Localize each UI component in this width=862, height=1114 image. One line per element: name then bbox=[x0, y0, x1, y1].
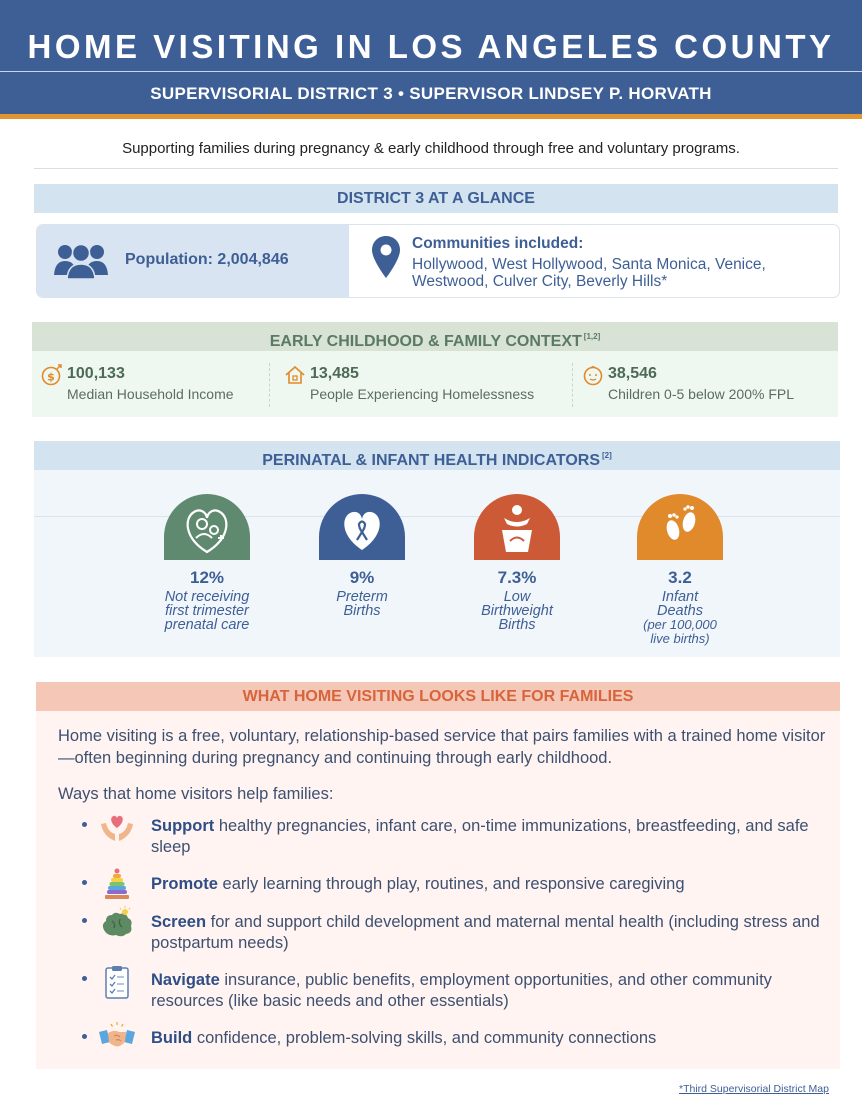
indicator-badge bbox=[474, 494, 560, 560]
bullet bbox=[82, 1034, 87, 1039]
glance-heading: DISTRICT 3 AT A GLANCE bbox=[34, 184, 838, 213]
money-icon bbox=[41, 364, 63, 391]
context-panel: $ 100,133 Median Household Income 13,485 People Experiencing Homelessness 38,546 Children 0-5 below 200% FPL bbox=[32, 351, 838, 417]
indicator-badge bbox=[164, 494, 250, 560]
indicator-value: 9% bbox=[349, 568, 375, 587]
indicator-infant-deaths bbox=[610, 494, 750, 646]
hands-heart-icon bbox=[98, 810, 136, 849]
home-visiting-heading: WHAT HOME VISITING LOOKS LIKE FOR FAMILIES bbox=[36, 682, 840, 711]
glance-panel bbox=[36, 224, 840, 298]
indicator-label: Infant Deaths (per 100,000 live births) bbox=[643, 589, 717, 646]
tagline-divider bbox=[34, 168, 838, 169]
stacking-rings-icon bbox=[98, 868, 136, 907]
indicator-badge bbox=[319, 494, 405, 560]
bullet bbox=[82, 880, 87, 885]
context-heading: EARLY CHILDHOOD & FAMILY CONTEXT [1,2] bbox=[32, 322, 838, 351]
perinatal-heading: PERINATAL & INFANT HEALTH INDICATORS [2] bbox=[34, 441, 840, 470]
indicator-label: Not receiving first trimester prenatal care bbox=[164, 589, 250, 633]
header-accent-bar bbox=[0, 114, 862, 119]
baby-icon bbox=[582, 364, 604, 391]
house-icon bbox=[284, 364, 306, 391]
svg-text:$: $ bbox=[47, 370, 55, 384]
list-item-text: Screen for and support child development and maternal mental health (including stress and postpartum needs) bbox=[151, 913, 820, 952]
bullet bbox=[82, 822, 87, 827]
indicator-prenatal-care bbox=[137, 494, 277, 632]
baby-scale-icon bbox=[474, 494, 560, 560]
header-banner bbox=[0, 0, 862, 118]
ways-label: Ways that home visitors help families: bbox=[58, 785, 334, 803]
baby-feet-icon bbox=[637, 494, 723, 560]
list-item-text: Navigate insurance, public benefits, employment opportunities, and other community resources (like basic needs and other essentials) bbox=[151, 971, 772, 1010]
page-title: HOME VISITING IN LOS ANGELES COUNTY bbox=[27, 28, 835, 65]
tagline: Supporting families during pregnancy & early childhood through free and voluntary programs. bbox=[122, 140, 740, 157]
bullet bbox=[82, 918, 87, 923]
heart-ribbon-icon bbox=[319, 494, 405, 560]
communities-list: Hollywood, West Hollywood, Santa Monica, Venice, Westwood, Culver City, Beverly Hills* bbox=[412, 256, 766, 290]
home-visiting-intro: Home visiting is a free, voluntary, relationship-based service that pairs families with a trained home visitor—often beginning during pregnancy and continuing through early childhood. bbox=[58, 727, 826, 767]
home-visiting-panel bbox=[36, 711, 840, 1069]
handshake-icon bbox=[98, 1022, 136, 1059]
list-item-text: Support healthy pregnancies, infant care, on-time immunizations, breastfeeding, and safe sleep bbox=[151, 817, 809, 856]
district-map-link[interactable]: *Third Supervisorial District Map bbox=[679, 1083, 829, 1095]
indicator-label: Preterm Births bbox=[336, 589, 388, 619]
mother-baby-heart-icon bbox=[164, 494, 250, 560]
population-panel bbox=[37, 225, 349, 298]
indicator-low-birthweight bbox=[447, 494, 587, 632]
map-pin-icon bbox=[371, 235, 401, 284]
context-divider bbox=[269, 363, 270, 407]
indicator-value: 3.2 bbox=[668, 568, 692, 587]
indicator-value: 7.3% bbox=[497, 568, 537, 587]
page-subtitle: SUPERVISORIAL DISTRICT 3 • SUPERVISOR LINDSEY P. HORVATH bbox=[150, 84, 712, 103]
clipboard-icon bbox=[98, 964, 136, 1005]
brain-icon bbox=[98, 906, 136, 947]
indicator-badge bbox=[637, 494, 723, 560]
indicator-preterm-births bbox=[292, 494, 432, 618]
context-divider bbox=[572, 363, 573, 407]
list-item-text: Promote early learning through play, routines, and responsive caregiving bbox=[151, 875, 685, 893]
header-divider bbox=[0, 71, 862, 72]
list-item-text: Build confidence, problem-solving skills, and community connections bbox=[151, 1029, 657, 1047]
perinatal-panel bbox=[34, 470, 840, 657]
indicator-value: 12% bbox=[189, 568, 225, 587]
bullet bbox=[82, 976, 87, 981]
people-icon bbox=[53, 241, 109, 286]
population-value: Population: 2,004,846 bbox=[125, 251, 289, 268]
indicator-label: Low Birthweight Births bbox=[481, 589, 553, 633]
communities-label: Communities included: bbox=[412, 235, 584, 252]
